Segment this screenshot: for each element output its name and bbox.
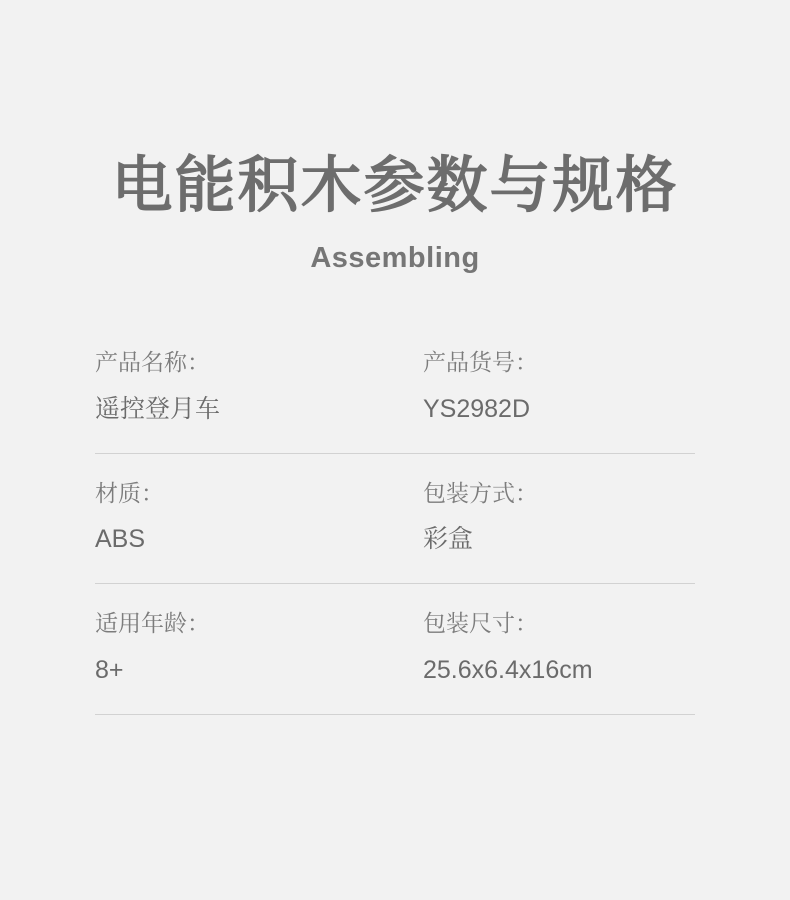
spec-cell-package-size <box>395 606 695 688</box>
spec-value: ABS <box>95 525 146 554</box>
spec-value: 彩盒 <box>423 525 474 554</box>
spec-label: 产品名称： <box>95 349 210 376</box>
spec-cell-product-code <box>395 345 695 427</box>
spec-label: 材质： <box>95 479 164 506</box>
page-subtitle: Assembling <box>310 242 480 275</box>
spec-label: 包装尺寸： <box>423 610 538 637</box>
spec-label: 适用年龄： <box>95 610 210 637</box>
spec-cell-age-range <box>95 606 395 688</box>
spec-label: 产品货号： <box>423 349 538 376</box>
specification-table <box>95 335 695 715</box>
table-row <box>95 335 695 454</box>
table-row <box>95 584 695 715</box>
spec-value: 25.6x6.4x16cm <box>423 655 593 684</box>
table-row <box>95 454 695 585</box>
spec-label: 包装方式： <box>423 479 538 506</box>
spec-value: 8+ <box>95 655 124 684</box>
spec-cell-packaging-type <box>395 476 695 558</box>
spec-cell-material <box>95 476 395 558</box>
spec-value: YS2982D <box>423 394 531 423</box>
spec-cell-product-name <box>95 345 395 427</box>
spec-value: 遥控登月车 <box>95 394 221 423</box>
page-header <box>0 0 790 275</box>
page-title: 电能积木参数与规格 <box>111 151 679 219</box>
